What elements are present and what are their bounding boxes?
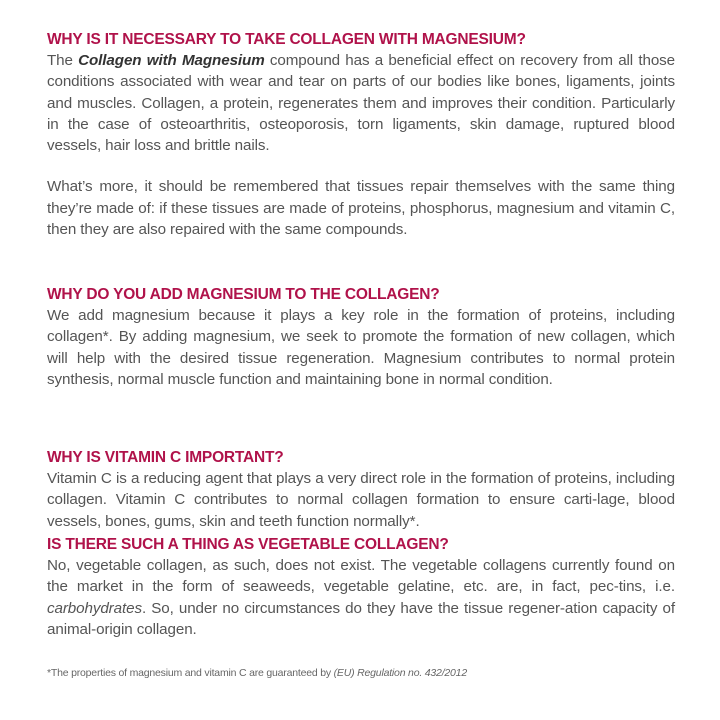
section-heading: WHY DO YOU ADD MAGNESIUM TO THE COLLAGEN? — [47, 286, 440, 303]
section-collagen-with-magnesium — [47, 30, 675, 240]
section-heading: WHY IS IT NECESSARY TO TAKE COLLAGEN WITH MAGNESIUM? — [47, 31, 526, 48]
text-span: The — [47, 52, 79, 69]
section-heading: WHY IS VITAMIN C IMPORTANT? — [47, 449, 284, 466]
section-add-magnesium — [47, 285, 675, 390]
section-vitamin-c — [47, 448, 675, 532]
text-span: . So, under no circumstances do they have the tissue regener-ation capacity of animal-origin collagen. — [47, 599, 675, 638]
text-span: No, vegetable collagen, as such, does not exist. The vegetable collagens currently found on the market in the form of seaweeds, vegetable gelatine, etc. are, in fact, pec-tins, i.e. — [47, 557, 675, 596]
text-span: compound has a beneficial effect on recovery from all those conditions associated with wear and tear on parts of our bodies like bones, ligaments, joints and muscles. Collagen, a protein, regenerates them and improves their condition. Particularly in the case of osteoarthritis, osteoporosis, torn ligaments, skin damage, ruptured blood vessels, hair loss and brittle nails. — [47, 52, 676, 155]
section-heading: IS THERE SUCH A THING AS VEGETABLE COLLAGEN? — [47, 536, 449, 553]
section-paragraph — [47, 555, 675, 640]
section-paragraph: We add magnesium because it plays a key role in the formation of proteins, including collagen*. By adding magnesium, we seek to promote the formation of new collagen, which will help with the desired tissue regeneration. Magnesium contributes to normal protein synthesis, normal muscle function and maintaining bone in normal condition. — [47, 307, 675, 388]
emphasis-text: carbohydrates — [47, 599, 142, 617]
product-name: Collagen with Magnesium — [78, 52, 265, 69]
section-paragraph: What’s more, it should be remembered that tissues repair themselves with the same thing they’re made of: if these tissues are made of proteins, phosphorus, magnesium and vitamin C, then they are also repaired with the same compounds. — [47, 178, 675, 239]
section-paragraph: Vitamin C is a reducing agent that plays a very direct role in the formation of proteins, including collagen. Vitamin C contributes to normal collagen formation to ensure carti-lage, blood vessels, bones, gums, skin and teeth function normally*. — [47, 470, 675, 530]
section-paragraph — [47, 50, 675, 156]
footnote — [47, 667, 467, 679]
regulation-reference: (EU) Regulation no. 432/2012 — [333, 667, 467, 679]
footnote-text: *The properties of magnesium and vitamin C are guaranteed by — [47, 667, 334, 679]
section-vegetable-collagen — [47, 535, 675, 640]
